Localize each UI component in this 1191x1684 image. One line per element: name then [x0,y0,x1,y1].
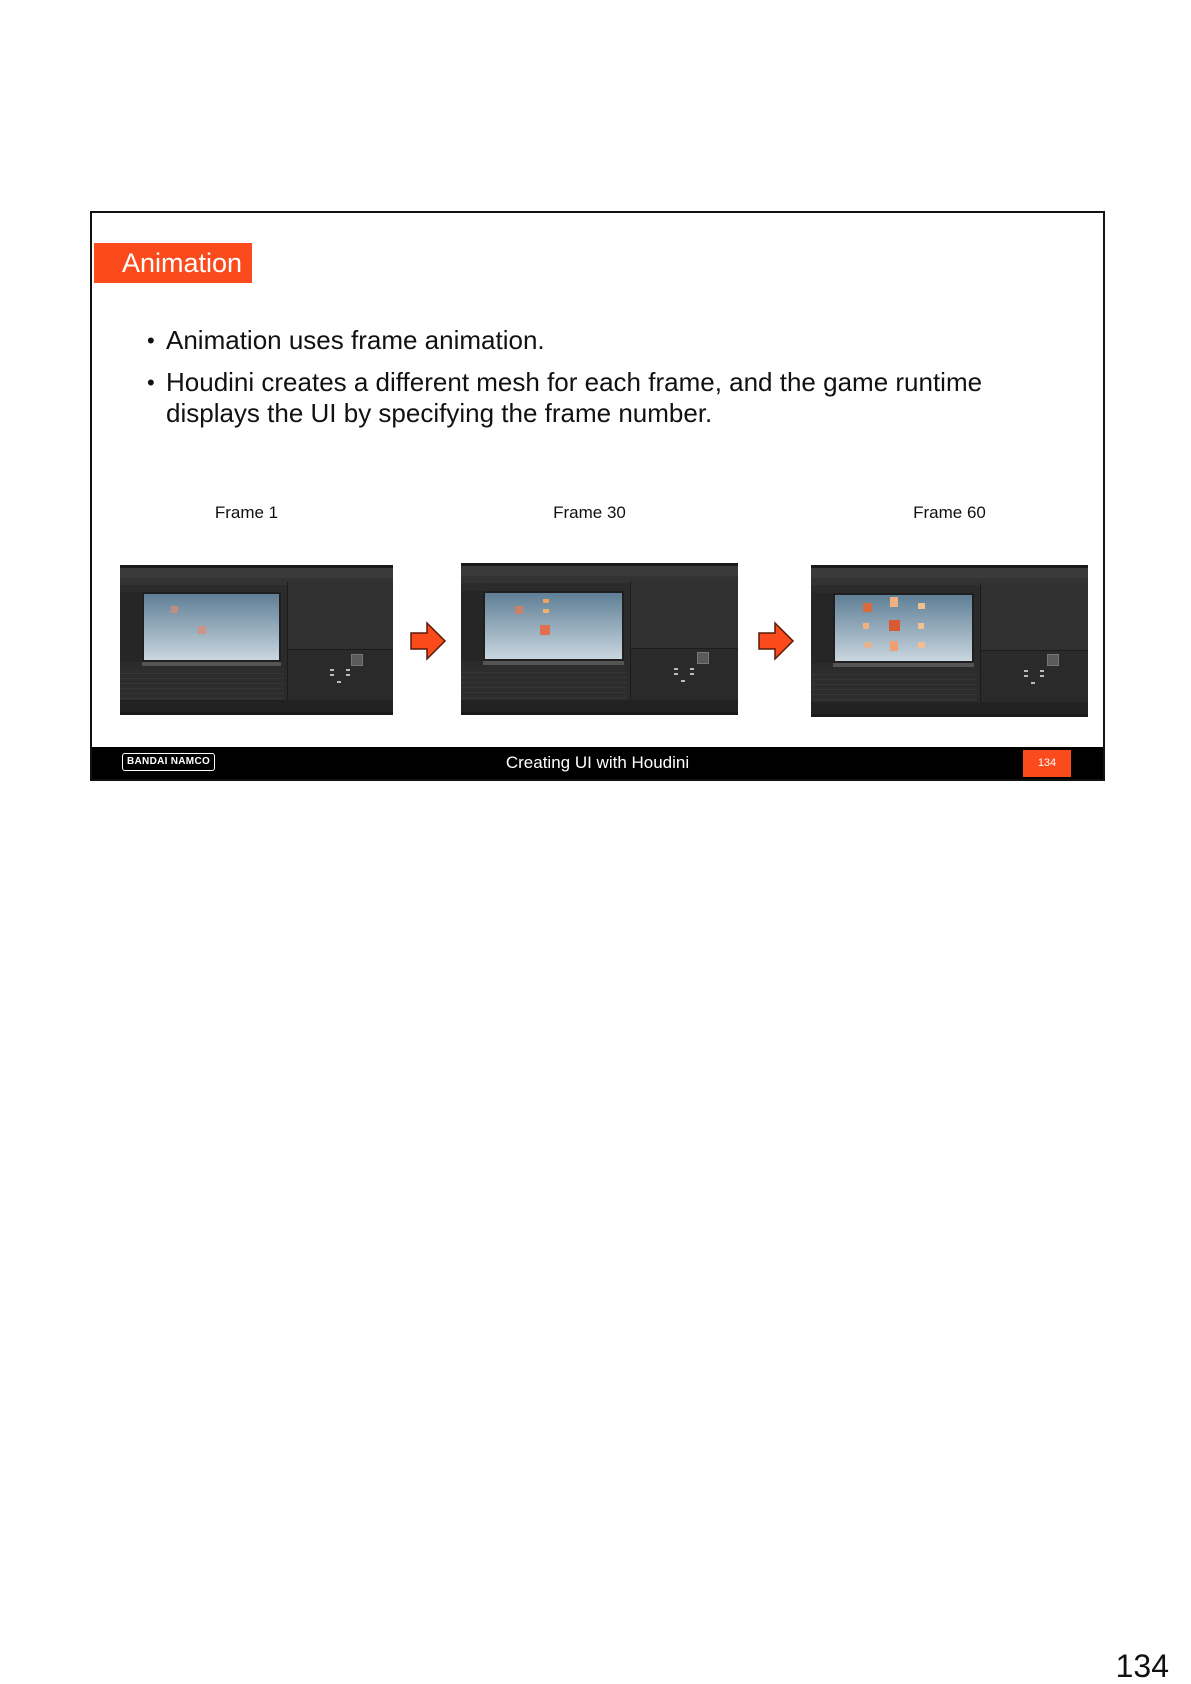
arrow-right-icon [409,621,447,661]
page-number: 134 [1115,1648,1169,1684]
bandai-namco-logo: BANDAI NAMCO [122,753,215,771]
bullet-item: • Houdini creates a different mesh for each frame, and the game runtime displays the UI by specifying the frame number. [147,367,1047,429]
frame-label-1: Frame 1 [214,503,279,522]
arrow-right-icon [757,621,795,661]
frame-label-60: Frame 60 [913,503,986,522]
houdini-screenshot-frame-1 [120,565,393,715]
section-title: Animation [94,243,252,283]
slide-footer [92,747,1103,779]
footer-title: Creating UI with Houdini [505,753,690,772]
houdini-screenshot-frame-60 [811,565,1088,717]
bullet-item: • Animation uses frame animation. [147,325,1047,356]
slide-number-badge: 134 [1023,750,1071,777]
frame-label-30: Frame 30 [553,503,626,522]
slide [90,211,1105,781]
bullet-list [147,325,1047,440]
houdini-screenshot-frame-30 [461,563,738,715]
